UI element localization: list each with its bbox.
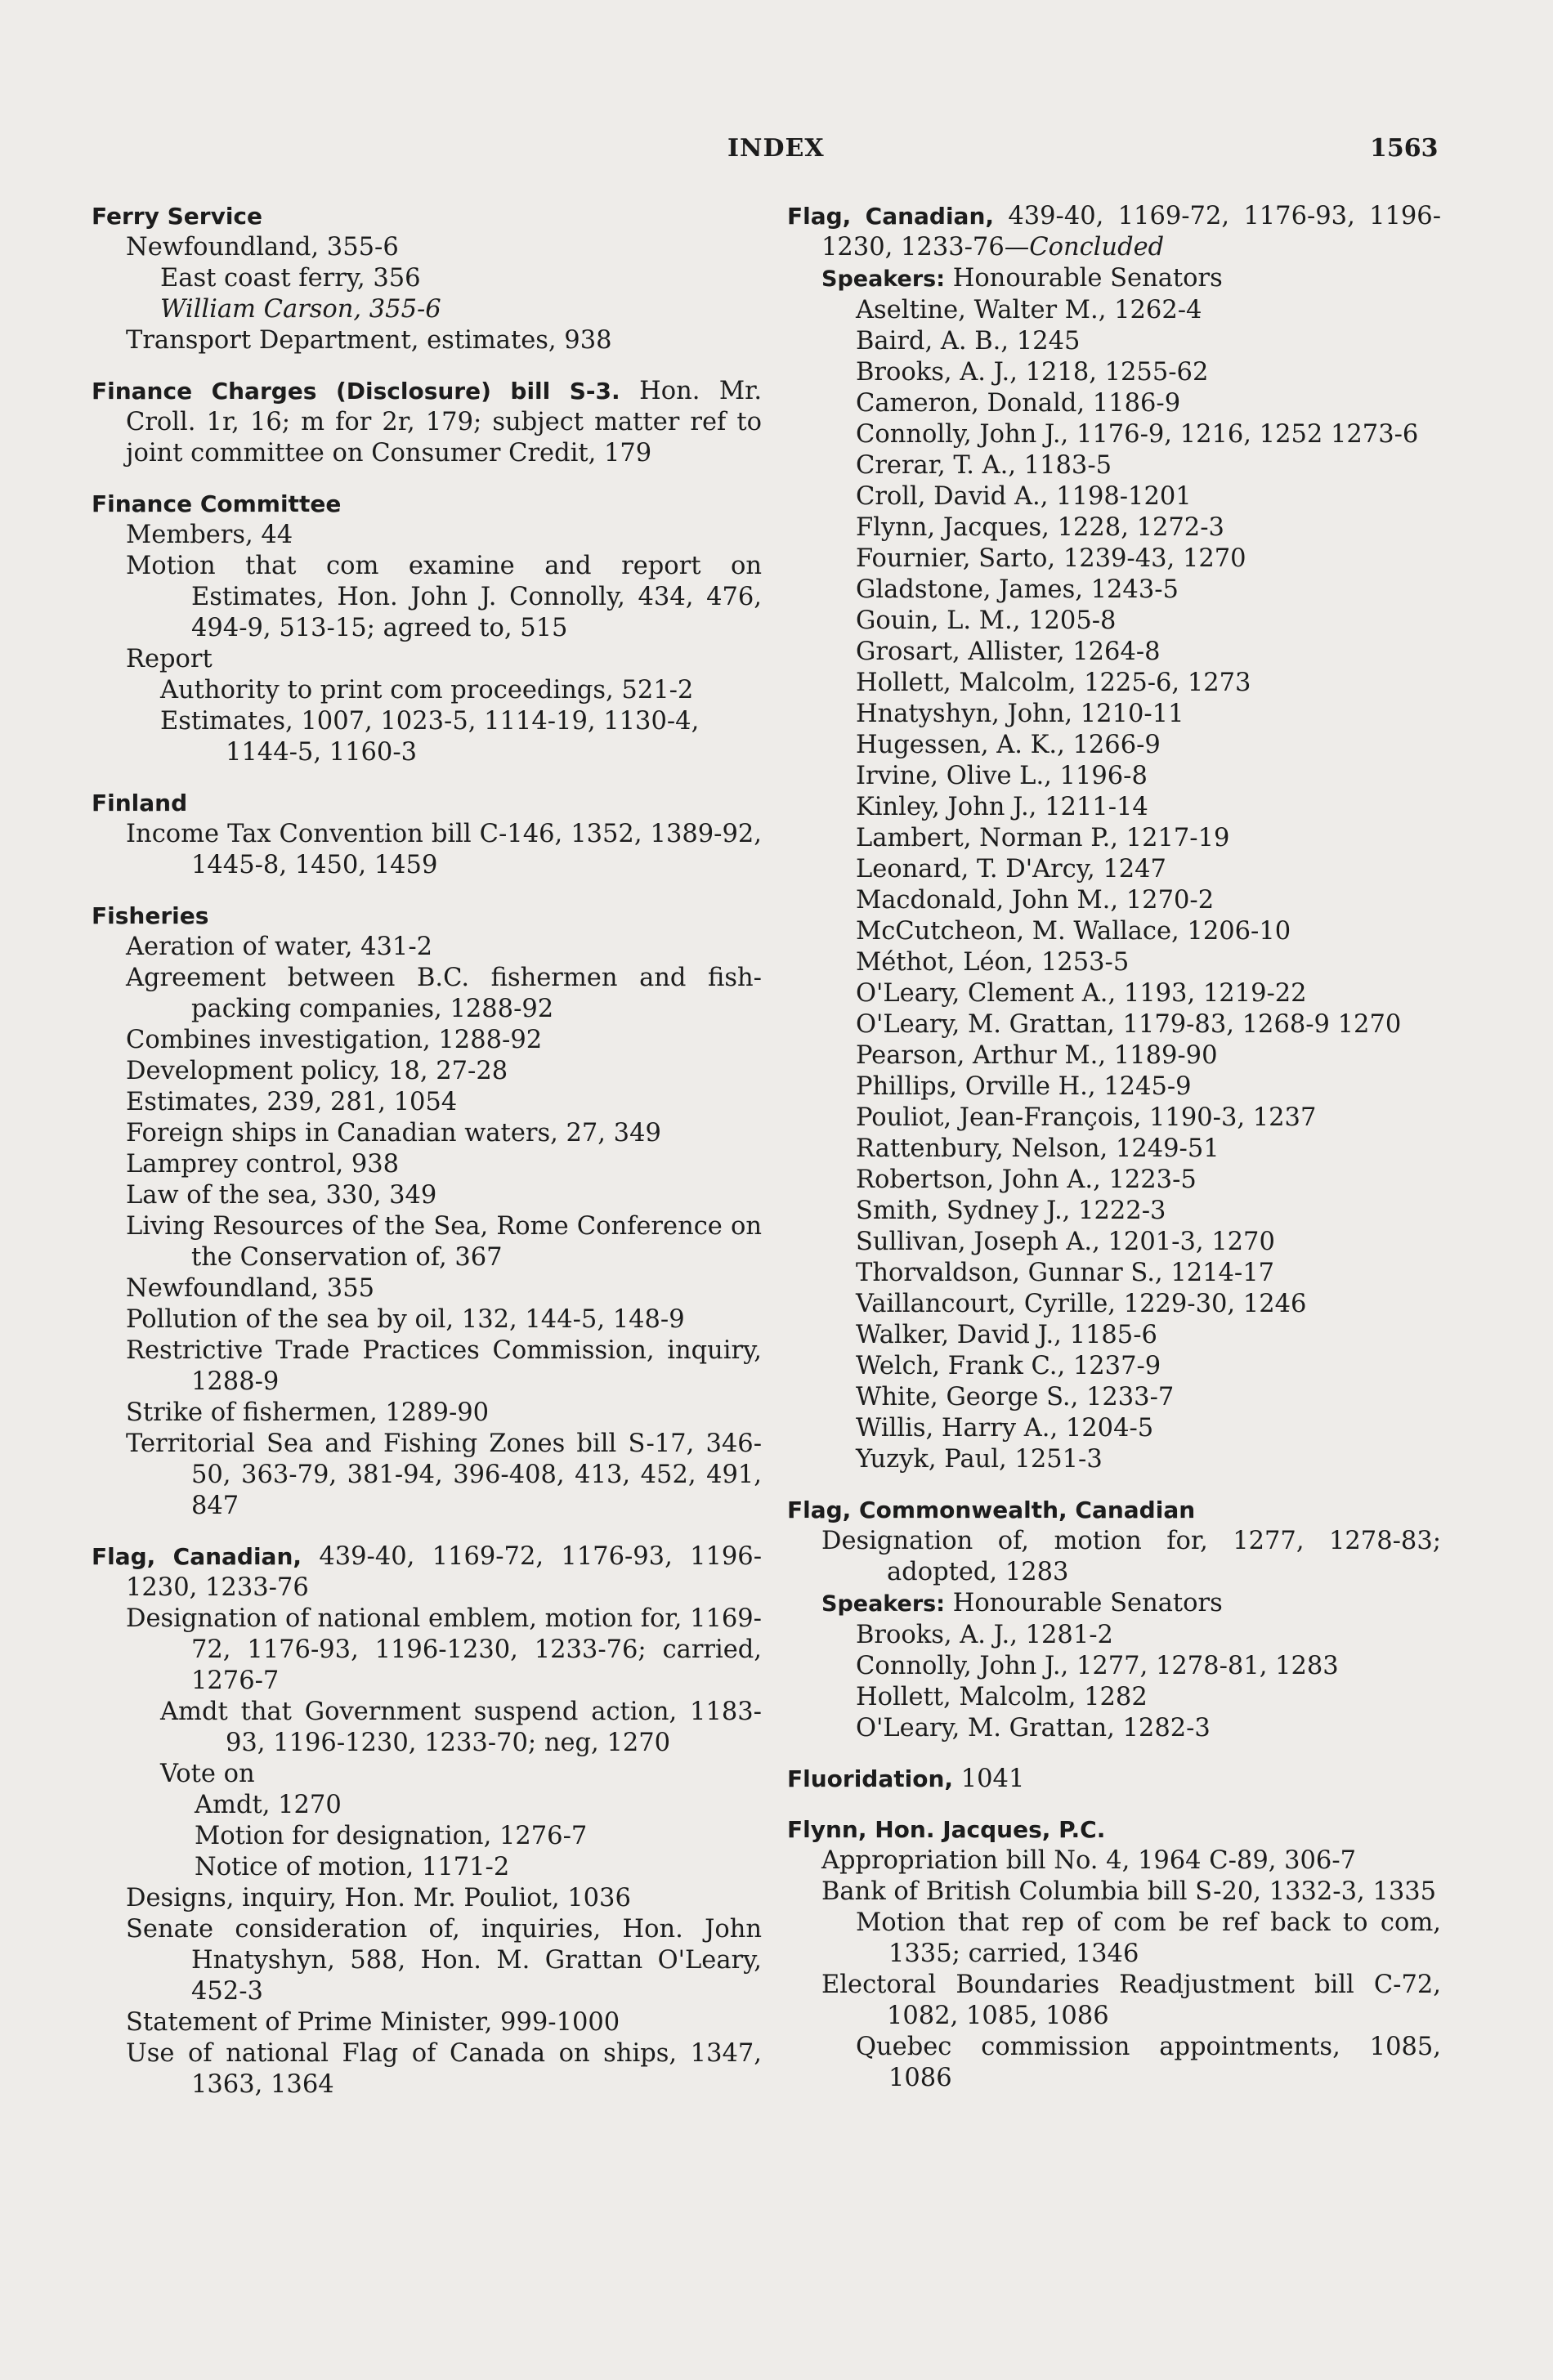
sub-entry: Senate consideration of, inquiries, Hon. John Hnatyshyn, 588, Hon. M. Grattan O'Leary, 452-3 [126,1915,762,2006]
entry-heading: Finland [92,790,188,816]
sub-entry: Combines investigation, 1288-92 [126,1026,543,1054]
sub-entry: Amdt that Government suspend action, 1183-93, 1196-1230, 1233-70; neg, 1270 [160,1698,762,1757]
sub-entry: Authority to print com proceedings, 521-2 [160,676,694,705]
speakers-list [787,1620,1441,1744]
speakers-label: Speakers: [821,1591,946,1617]
sub-entry: Amdt, 1270 [195,1791,342,1819]
entry-heading: Flynn, Hon. Jacques, P.C. [787,1816,1106,1843]
entry-heading: Finance Committee [92,490,342,517]
entry-flag-canadian [92,1541,762,2100]
speaker-entry: O'Leary, M. Grattan, 1282-3 [856,1714,1211,1742]
entry-finland [92,788,762,881]
speakers-list [787,295,1441,1475]
sub-entry: Foreign ships in Canadian waters, 27, 349 [126,1119,661,1148]
sub-entry: Strike of fishermen, 1289-90 [126,1398,490,1427]
sub-entry: William Carson, 355-6 [160,295,441,324]
entry-heading: Flag, Canadian, [92,1543,302,1570]
speaker-entry: Thorvaldson, Gunnar S., 1214-17 [856,1259,1275,1287]
sub-entry: Estimates, 1007, 1023-5, 1114-19, 1130-4, 1144-5, 1160-3 [160,707,700,767]
sub-entry [787,2032,1441,2094]
sub-entry: Use of national Flag of Canada on ships, 1347, 1363, 1364 [126,2039,762,2099]
left-column [92,201,762,2100]
speaker-entry: Brooks, A. J., 1281-2 [856,1621,1113,1649]
speakers-line [787,1588,1441,1620]
sub-entry: Lamprey control, 938 [126,1150,400,1179]
sub-entry: Development policy, 18, 27-28 [126,1057,508,1085]
entry-text: Hon. Mr. Croll. 1r, 16; m for 2r, 179; subject matter ref to joint committee on Consumer Credit, 179 [126,377,763,468]
sub-entry: Motion for designation, 1276-7 [195,1822,588,1850]
speaker-entry: Grosart, Allister, 1264-8 [856,638,1161,666]
entry-flynn [787,1814,1441,2094]
speaker-entry: Sullivan, Joseph A., 1201-3, 1270 [856,1228,1275,1256]
entry-heading: Fluoridation, [787,1765,954,1792]
speaker-entry: Lambert, Norman P., 1217-19 [856,824,1230,852]
speaker-entry: Baird, A. B., 1245 [856,327,1081,356]
entry-ferry-service [92,201,762,356]
speaker-entry: Yuzyk, Paul, 1251-3 [856,1445,1103,1474]
speaker-entry: Flynn, Jacques, 1228, 1272-3 [856,513,1224,542]
sub-entry: Territorial Sea and Fishing Zones bill S-17, 346-50, 363-79, 381-94, 396-408, 413, 452, 491, 847 [126,1429,762,1520]
speaker-entry: Phillips, Orville H., 1245-9 [856,1072,1192,1101]
speaker-entry: Rattenbury, Nelson, 1249-51 [856,1134,1220,1163]
speaker-entry: White, George S., 1233-7 [856,1383,1175,1411]
speaker-entry: Pearson, Arthur M., 1189-90 [856,1041,1218,1070]
speaker-entry: Connolly, John J., 1176-9, 1216, 1252 1273-6 [856,420,1419,449]
speaker-entry: Connolly, John J., 1277, 1278-81, 1283 [856,1652,1339,1680]
speakers-text: Honourable Senators [945,1589,1223,1617]
speaker-entry: Gladstone, James, 1243-5 [856,575,1179,604]
page-number: 1563 [1370,134,1439,163]
entry-heading: Finance Charges (Disclosure) bill S-3. [92,378,620,405]
entry-flag-canadian-concluded [787,201,1441,1475]
sub-entry: Designation of national emblem, motion for, 1169-72, 1176-93, 1196-1230, 1233-76; carried, 1276-7 [126,1604,762,1695]
speaker-entry: O'Leary, M. Grattan, 1179-83, 1268-9 1270 [856,1010,1402,1039]
entry-fisheries [92,901,762,1522]
entry-finance-charges [92,376,762,469]
sub-entry: Bank of British Columbia bill S-20, 1332-3, 1335 [821,1877,1437,1906]
entry-text: 1041 [953,1765,1025,1793]
speaker-entry: Hnatyshyn, John, 1210-11 [856,700,1184,728]
entry-heading-line [92,1541,762,1604]
running-title: INDEX [727,134,825,163]
speaker-entry: Macdonald, John M., 1270-2 [856,886,1215,915]
entry-heading-tail: 439-40, 1169-72, 1176-93, 1196-1230, 1233-76 [126,1542,762,1602]
sub-entry: Agreement between B.C. fishermen and fish-packing companies, 1288-92 [126,964,762,1023]
sub-entry: Designation of, motion for, 1277, 1278-83; adopted, 1283 [821,1527,1441,1586]
speaker-entry: Cameron, Donald, 1186-9 [856,389,1181,418]
speaker-entry: Robertson, John A., 1223-5 [856,1165,1197,1194]
running-head [0,134,1553,175]
entry-fluoridation [787,1764,1441,1795]
sub-entry: Designs, inquiry, Hon. Mr. Pouliot, 1036 [126,1884,631,1912]
sub-entry: East coast ferry, 356 [160,264,421,293]
sub-entry: Notice of motion, 1171-2 [195,1853,510,1881]
entry-finance-committee [92,489,762,768]
speaker-entry: Willis, Harry A., 1204-5 [856,1414,1154,1443]
sub-entry: Electoral Boundaries Readjustment bill C-72, 1082, 1085, 1086 [821,1971,1441,2030]
entry-heading-line [787,201,1441,263]
entry-flag-commonwealth [787,1495,1441,1744]
sub-entry: Living Resources of the Sea, Rome Conference on the Conservation of, 367 [126,1212,762,1272]
sub-entry: Restrictive Trade Practices Commission, inquiry, 1288-9 [126,1336,762,1396]
speaker-entry: Irvine, Olive L., 1196-8 [856,762,1148,790]
sub-entry: Report [126,645,213,673]
speaker-entry: Aseltine, Walter M., 1262-4 [856,296,1202,324]
entry-heading: Flag, Commonwealth, Canadian [787,1496,1196,1523]
entry-heading: Flag, Canadian, [787,203,995,230]
speaker-entry: O'Leary, Clement A., 1193, 1219-22 [856,979,1307,1008]
speaker-entry: Hollett, Malcolm, 1225-6, 1273 [856,669,1251,697]
speaker-entry: Pouliot, Jean-François, 1190-3, 1237 [856,1103,1317,1132]
sub-entry: Newfoundland, 355-6 [126,233,399,262]
speaker-entry: Fournier, Sarto, 1239-43, 1270 [856,544,1246,573]
sub-entry: Income Tax Convention bill C-146, 1352, 1389-92, 1445-8, 1450, 1459 [126,820,762,879]
sub-entry: Aeration of water, 431-2 [126,933,433,961]
concluded-label: Concluded [1029,233,1165,262]
sub-entry: Law of the sea, 330, 349 [126,1181,437,1210]
speakers-text: Honourable Senators [945,264,1223,293]
speaker-entry: Méthot, Léon, 1253-5 [856,948,1130,977]
sub-entry [787,1908,1441,1970]
entry-heading-tail: 439-40, 1169-72, 1176-93, 1196-1230, 1233-76— [821,202,1441,262]
sub-entry: Motion that com examine and report on Estimates, Hon. John J. Connolly, 434, 476, 494-9, 513-15; agreed to, 515 [126,552,762,642]
entry-heading: Ferry Service [92,203,263,230]
sub-entry: Pollution of the sea by oil, 132, 144-5, 148-9 [126,1305,685,1334]
sub-entry: Appropriation bill No. 4, 1964 C-89, 306-7 [821,1846,1357,1875]
speaker-entry: Crerar, T. A., 1183-5 [856,451,1112,480]
speaker-entry: Welch, Frank C., 1237-9 [856,1352,1161,1380]
speaker-entry: Hugessen, A. K., 1266-9 [856,731,1161,759]
sub-entry: Transport Department, estimates, 938 [126,326,612,355]
entry-heading: Fisheries [92,902,209,929]
sub-entry: Vote on [160,1760,255,1788]
speaker-entry: Leonard, T. D'Arcy, 1247 [856,855,1166,884]
sub-entry: Newfoundland, 355 [126,1274,375,1303]
sub-sub-entry: Motion that rep of com be ref back to com, 1335; carried, 1346 [856,1908,1441,1968]
speaker-entry: Croll, David A., 1198-1201 [856,482,1192,511]
speaker-entry: Gouin, L. M., 1205-8 [856,606,1117,635]
speaker-entry: McCutcheon, M. Wallace, 1206-10 [856,917,1291,946]
right-column [787,201,1441,2094]
speaker-entry: Walker, David J., 1185-6 [856,1321,1157,1349]
speaker-entry: Kinley, John J., 1211-14 [856,793,1148,821]
sub-sub-entry: Quebec commission appointments, 1085, 1086 [856,2033,1441,2092]
speaker-entry: Vaillancourt, Cyrille, 1229-30, 1246 [856,1290,1307,1318]
speaker-entry: Hollett, Malcolm, 1282 [856,1683,1148,1711]
speakers-label: Speakers: [821,266,946,292]
sub-entry: Statement of Prime Minister, 999-1000 [126,2008,620,2037]
speaker-entry: Brooks, A. J., 1218, 1255-62 [856,358,1209,387]
sub-entry: Estimates, 239, 281, 1054 [126,1088,458,1116]
sub-entry: Members, 44 [126,521,293,549]
speakers-line [787,263,1441,295]
speaker-entry: Smith, Sydney J., 1222-3 [856,1197,1166,1225]
